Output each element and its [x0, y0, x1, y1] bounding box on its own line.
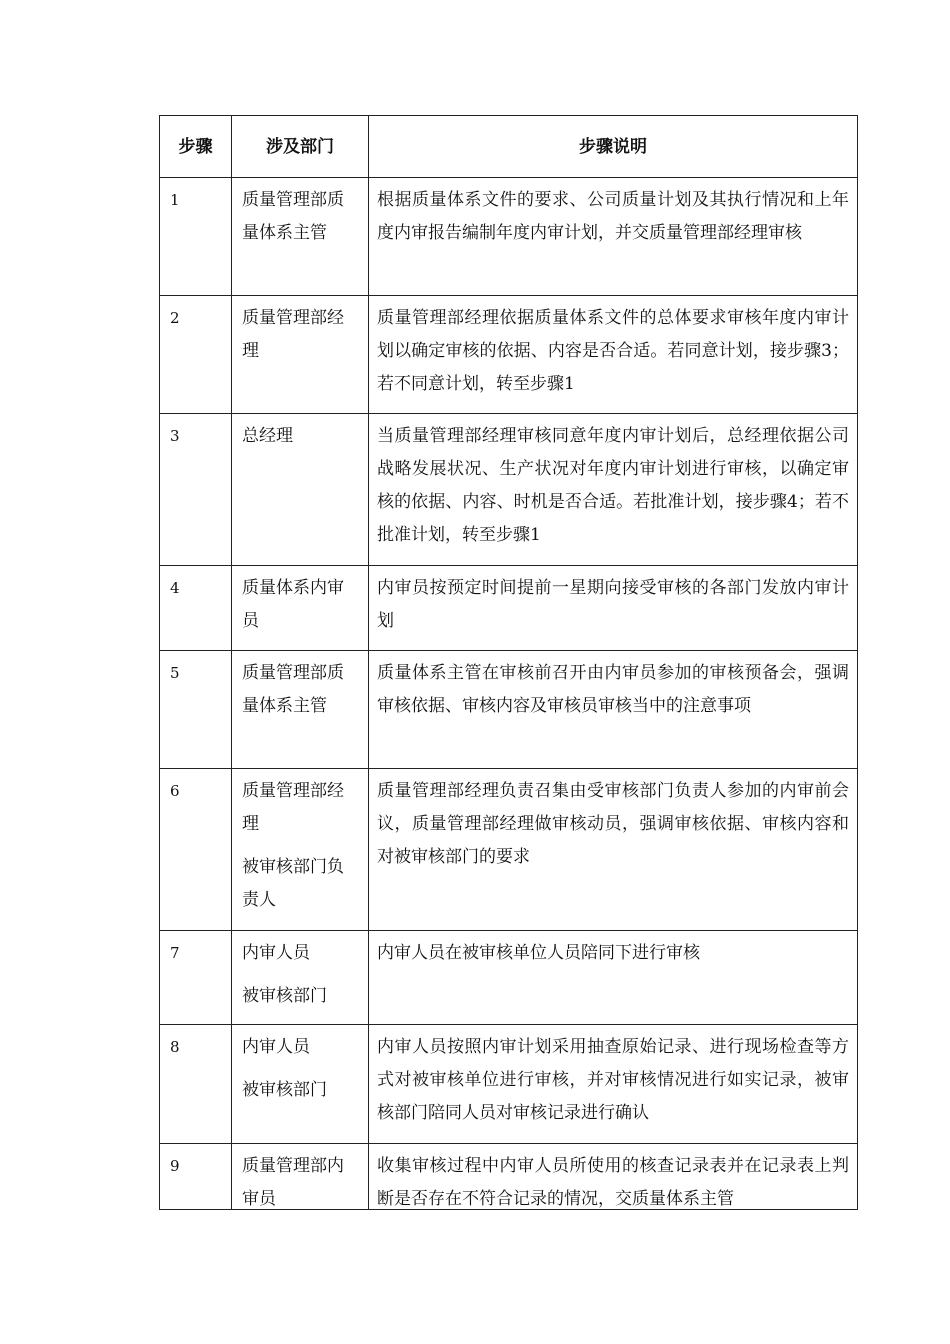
dept-cell [232, 566, 369, 651]
step-description-text: 收集审核过程中内审人员所使用的核查记录表并在记录表上判断是否存在不符合记录的情况，交质量体系主管 [377, 1156, 849, 1209]
dept-name: 总经理 [242, 426, 293, 446]
step-number: 1 [160, 178, 232, 296]
dept-cell [232, 931, 369, 1025]
dept-name: 质量管理部经理 [242, 308, 344, 361]
step-description: 内审人员按照内审计划采用抽查原始记录、进行现场检查等方式对被审核单位进行审核，并对审核情况进行如实记录，被审核部门陪同人员对审核记录进行确认 [369, 1025, 858, 1144]
table-row [160, 566, 858, 651]
step-number: 5 [160, 651, 232, 769]
step-description: 质量管理部经理依据质量体系文件的总体要求审核年度内审计划以确定审核的依据、内容是否合适。若同意计划，接步骤3；若不同意计划，转至步骤1 [369, 296, 858, 414]
table-row [160, 1144, 858, 1210]
dept-cell [232, 296, 369, 414]
step-description [369, 1144, 858, 1210]
step-description: 当质量管理部经理审核同意年度内审计划后，总经理依据公司战略发展状况、生产状况对年度内审计划进行审核，以确定审核的依据、内容、时机是否合适。若批准计划，接步骤4；若不批准计划，转至步骤1 [369, 414, 858, 566]
dept-name: 质量管理部质量体系主管 [242, 663, 344, 716]
table-header-row [160, 116, 858, 178]
table-row [160, 1025, 858, 1144]
step-number: 3 [160, 414, 232, 566]
dept-cell [232, 414, 369, 566]
dept-cell [232, 1144, 369, 1210]
table-row [160, 178, 858, 296]
dept-cell [232, 1025, 369, 1144]
step-number: 9 [160, 1144, 232, 1210]
dept-name: 内审人员 [242, 943, 310, 963]
step-description: 质量体系主管在审核前召开由内审员参加的审核预备会，强调审核依据、审核内容及审核员审核当中的注意事项 [369, 651, 858, 769]
dept-name: 被审核部门 [242, 986, 327, 1006]
dept-name: 内审人员 [242, 1037, 310, 1057]
dept-cell [232, 178, 369, 296]
dept-cell [232, 769, 369, 931]
step-number: 4 [160, 566, 232, 651]
step-description: 根据质量体系文件的要求、公司质量计划及其执行情况和上年度内审报告编制年度内审计划，并交质量管理部经理审核 [369, 178, 858, 296]
step-description: 内审员按预定时间提前一星期向接受审核的各部门发放内审计划 [369, 566, 858, 651]
table-row [160, 769, 858, 931]
header-dept: 涉及部门 [232, 116, 369, 178]
step-description: 质量管理部经理负责召集由受审核部门负责人参加的内审前会议，质量管理部经理做审核动员，强调审核依据、审核内容和对被审核部门的要求 [369, 769, 858, 931]
procedure-table [159, 115, 858, 1210]
dept-name: 被审核部门负责人 [242, 857, 344, 910]
dept-name: 质量管理部内审员 [242, 1156, 344, 1209]
table-row [160, 414, 858, 566]
step-description: 内审人员在被审核单位人员陪同下进行审核 [369, 931, 858, 1025]
header-desc: 步骤说明 [369, 116, 858, 178]
table-row [160, 931, 858, 1025]
step-number: 8 [160, 1025, 232, 1144]
table-row [160, 296, 858, 414]
step-number: 6 [160, 769, 232, 931]
table-row [160, 651, 858, 769]
header-step: 步骤 [160, 116, 232, 178]
dept-name: 质量管理部质量体系主管 [242, 190, 344, 243]
step-number: 7 [160, 931, 232, 1025]
dept-name: 质量体系内审员 [242, 578, 344, 631]
dept-name: 被审核部门 [242, 1080, 327, 1100]
dept-name: 质量管理部经理 [242, 781, 344, 834]
dept-cell [232, 651, 369, 769]
step-number: 2 [160, 296, 232, 414]
